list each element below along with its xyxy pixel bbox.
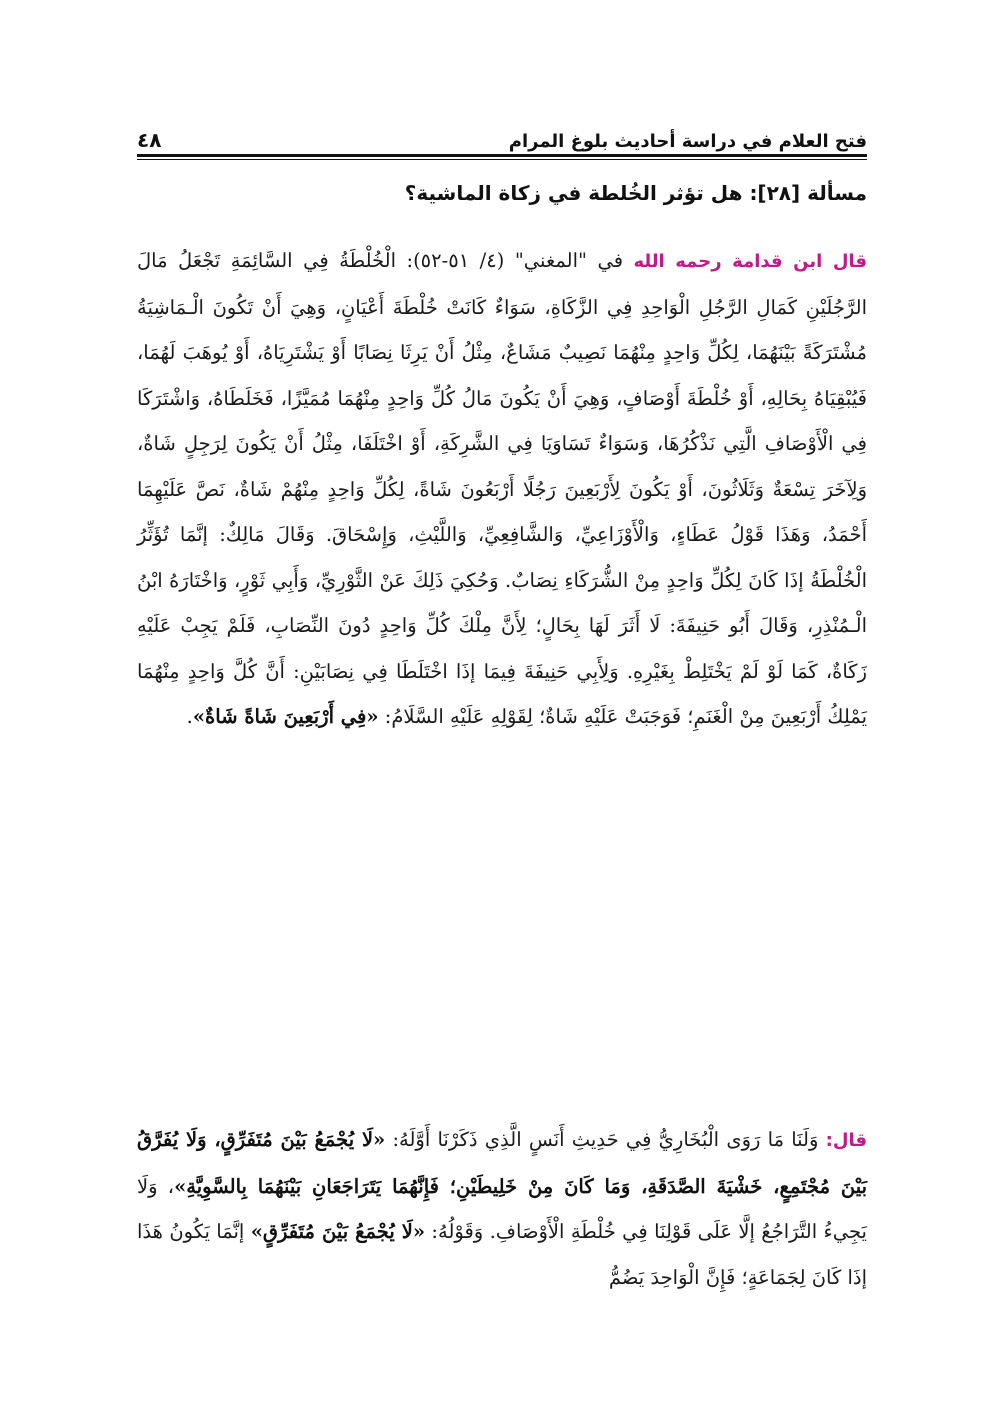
paragraph-ibn-qudama — [137, 238, 867, 740]
paragraph-text: وَلَنَا مَا رَوَى الْبُخَارِيُّ فِي حَدِيثِ أَنَسٍ الَّذِي ذَكَرْنَا أَوَّلَهُ: — [385, 1128, 826, 1151]
speaker-label: قال ابن قدامة رحمه الله — [633, 251, 867, 272]
paragraph-text: في "المغني" (٤/ ٥١-٥٢): الْخُلْطَةُ فِي السَّائِمَةِ تَجْعَلُ مَالَ الرَّجُلَيْنِ كَمَالِ الرَّجُلِ الْوَاحِدِ فِي الزَّكَاةِ، سَوَاءٌ كَانَتْ خُلْطَةَ أَعْيَانٍ، وَهِيَ أَنْ تَكُونَ الْـمَاشِيَةُ مُشْتَرَكَةً بَيْنَهُمَا، لِكُلِّ وَاحِدٍ مِنْهُمَا نَصِيبٌ مَشَاعٌ، مِثْلُ أَنْ يَرِثَا نِصَابًا أَوْ يَشْتَرِيَاهُ، أَوْ يُوهَبَ لَهُمَا، فَيُبْقِيَاهُ بِحَالِهِ، أَوْ خُلْطَةَ أَوْصَافٍ، وَهِيَ أَنْ يَكُونَ مَالُ كُلِّ وَاحِدٍ مِنْهُمَا مُمَيَّزًا، فَخَلَطَاهُ، وَاشْتَرَكَا فِي الْأَوْصَافِ الَّتِي نَذْكُرُهَا، وَسَوَاءٌ تَسَاوَيَا فِي الشَّرِكَةِ، أَوْ اخْتَلَفَا، مِثْلُ أَنْ يَكُونَ لِرَجِلٍ شَاةٌ، وَلِآخَرَ تِسْعَةٌ وَثَلَاثُونَ، أَوْ يَكُونَ لِأَرْبَعِينَ رَجُلًا أَرْبَعُونَ شَاةً، لِكُلِّ وَاحِدٍ مِنْهُمْ شَاةٌ، نَصَّ عَلَيْهِمَا أَحْمَدُ، وَهَذَا قَوْلُ عَطَاءٍ، وَالْأَوْزَاعِيِّ، وَالشَّافِعِيِّ، وَاللَّيْثِ، وَإِسْحَاقَ. وَقَالَ مَالِكٌ: إنَّمَا تُؤَثِّرُ الْخُلْطَةُ إذَا كَانَ لِكُلِّ وَاحِدٍ مِنْ الشُّرَكَاءِ نِصَابٌ. وَحُكِيَ ذَلِكَ عَنْ الثَّوْرِيِّ، وَأَبِي ثَوْرٍ، وَاخْتَارَهُ ابْنُ الْـمُنْذِرِ، وَقَالَ أَبُو حَنِيفَةَ: لَا أَثَرَ لَهَا بِحَالٍ؛ لِأَنَّ مِلْكَ كُلِّ وَاحِدٍ دُونَ النِّصَابِ، فَلَمْ يَجِبْ عَلَيْهِ زَكَاةٌ، كَمَا لَوْ لَمْ يَخْتَلِطْ بِغَيْرِهِ. وَلِأَبِي حَنِيفَةَ فِيمَا إذَا اخْتَلَطَا فِي نِصَابَيْنِ: أَنَّ كُلَّ وَاحِدٍ مِنْهُمَا يَمْلِكُ أَرْبَعِينَ مِنْ الْغَنَمِ؛ فَوَجَبَتْ عَلَيْهِ شَاةٌ؛ لِقَوْلِهِ عَلَيْهِ السَّلَامُ: — [137, 249, 867, 728]
speaker-label: قال: — [825, 1130, 867, 1151]
hadith-quote: «لَا يُجْمَعُ بَيْنَ مُتَفَرِّقٍ» — [250, 1220, 426, 1243]
hadith-quote: «فِي أَرْبَعِينَ شَاةً شَاةٌ» — [192, 705, 379, 728]
page-number: ٤٨ — [137, 128, 162, 152]
issue-heading: مسألة [٢٨]: هل تؤثر الخُلطة في زكاة الماشية؟ — [404, 181, 867, 205]
paragraph-text: إنَّمَا يَكُونُ هَذَا إذَا كَانَ لِجَمَاعَةٍ؛ فَإِنَّ الْوَاحِدَ يَضُمُّ — [137, 1220, 867, 1289]
hadith-quote: «لَا يُجْمَعُ بَيْنَ مُتَفَرِّقٍ، وَلَا يُفَرَّقُ بَيْنَ مُجْتَمِعٍ، خَشْيَةَ الصَّدَقَةِ، وَمَا كَانَ مِنْ خَلِيطَيْنِ؛ فَإِنَّهُمَا يَتَرَاجَعَانِ بَيْنَهُمَا بِالسَّوِيَّةِ» — [137, 1128, 868, 1198]
paragraph-response — [137, 1117, 867, 1300]
running-header — [137, 112, 867, 152]
paragraph-text: ، وَلَا يَجِيءُ التَّرَاجُعُ إلَّا عَلَى قَوْلِنَا فِي خُلْطَةِ الْأَوْصَافِ. وَقَوْلُهُ: — [137, 1174, 867, 1243]
book-title: فتح العلام في دراسة أحاديث بلوغ المرام — [508, 131, 867, 152]
header-rule-thin — [137, 159, 867, 160]
header-rule-thick — [137, 154, 867, 157]
paragraph-text-end: . — [186, 705, 193, 728]
